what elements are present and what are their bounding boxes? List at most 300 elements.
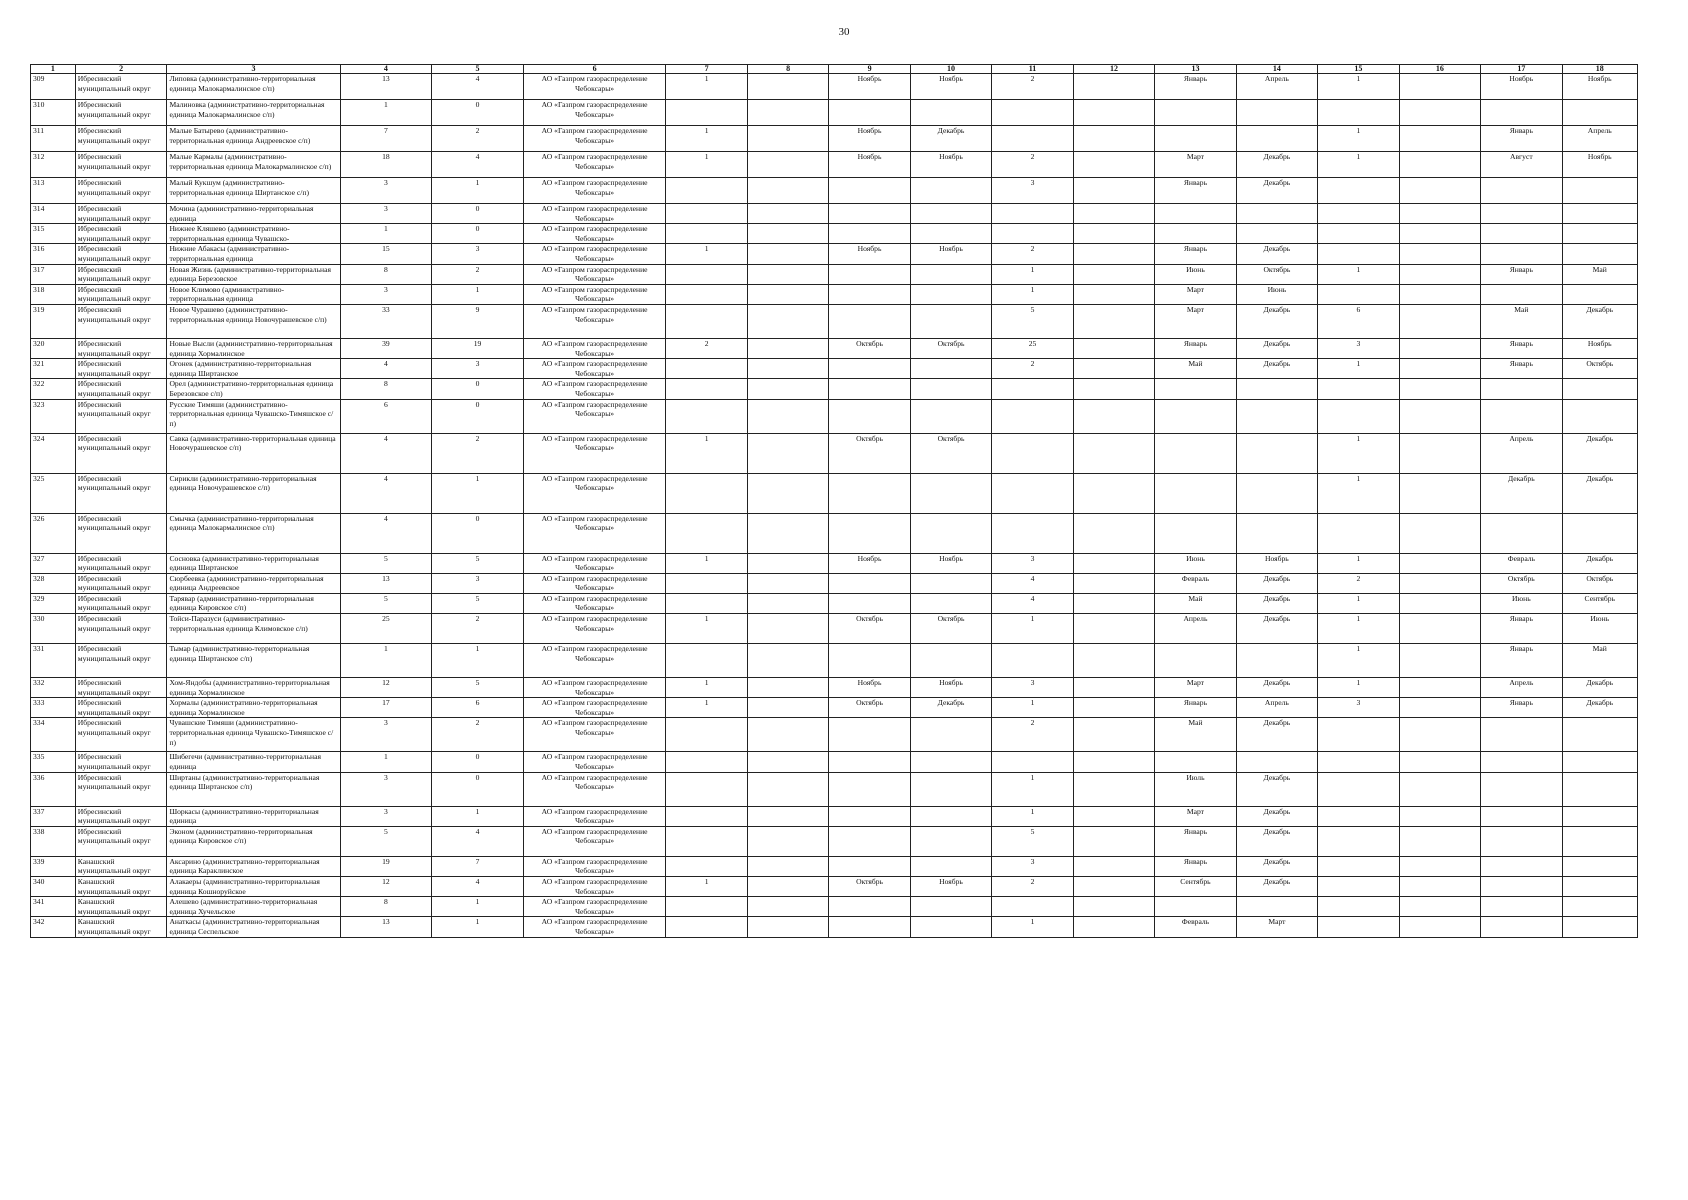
month-cell: Январь (1155, 698, 1236, 718)
value-cell (1318, 284, 1399, 304)
locality-cell: Шибегечи (административно-территориальная единица (167, 752, 340, 772)
value-cell (1073, 204, 1154, 224)
table-row (31, 593, 1638, 613)
value-cell (1073, 826, 1154, 856)
month-cell (829, 856, 910, 876)
month-cell (910, 856, 991, 876)
organization-cell: АО «Газпром газораспределение Чебоксары» (523, 772, 666, 806)
month-cell: Март (1155, 284, 1236, 304)
organization-cell: АО «Газпром газораспределение Чебоксары» (523, 644, 666, 678)
district-cell: Ибресинский муниципальный округ (75, 338, 167, 358)
month-cell (829, 264, 910, 284)
count-cell: 18 (340, 152, 432, 178)
month-cell (1155, 513, 1236, 553)
district-cell: Ибресинский муниципальный округ (75, 178, 167, 204)
month-cell: Декабрь (1236, 877, 1317, 897)
value-cell (1073, 284, 1154, 304)
value-cell (666, 917, 747, 937)
count-cell: 4 (340, 513, 432, 553)
value-cell (992, 644, 1073, 678)
month-cell (1562, 826, 1637, 856)
value-cell (747, 718, 828, 752)
district-cell: Ибресинский муниципальный округ (75, 399, 167, 433)
month-cell: Апрель (1481, 433, 1562, 473)
value-cell: 1 (1318, 74, 1399, 100)
month-cell (829, 772, 910, 806)
value-cell (1073, 698, 1154, 718)
value-cell (747, 877, 828, 897)
value-cell: 1 (992, 284, 1073, 304)
value-cell (1399, 678, 1480, 698)
count-cell: 0 (432, 772, 524, 806)
month-cell (1155, 224, 1236, 244)
district-cell: Ибресинский муниципальный округ (75, 806, 167, 826)
value-cell (747, 359, 828, 379)
table-row (31, 359, 1638, 379)
month-cell (1155, 204, 1236, 224)
month-cell: Январь (1155, 338, 1236, 358)
value-cell: 1 (666, 74, 747, 100)
month-cell (910, 204, 991, 224)
month-cell: Декабрь (1236, 856, 1317, 876)
organization-cell: АО «Газпром газораспределение Чебоксары» (523, 678, 666, 698)
value-cell (1399, 718, 1480, 752)
month-cell (910, 473, 991, 513)
month-cell (829, 359, 910, 379)
value-cell: 1 (992, 614, 1073, 644)
value-cell (1073, 752, 1154, 772)
value-cell (747, 897, 828, 917)
value-cell: 2 (1318, 573, 1399, 593)
value-cell (747, 678, 828, 698)
value-cell (1399, 826, 1480, 856)
month-cell: Май (1562, 264, 1637, 284)
count-cell: 1 (340, 644, 432, 678)
value-cell (666, 204, 747, 224)
row-number: 322 (31, 379, 76, 399)
month-cell (1481, 806, 1562, 826)
locality-cell: Савка (административно-территориальная единица Новочурашевское с/п) (167, 433, 340, 473)
month-cell (910, 644, 991, 678)
month-cell: Декабрь (1236, 152, 1317, 178)
month-cell: Июнь (1155, 264, 1236, 284)
month-cell (829, 644, 910, 678)
month-cell (829, 399, 910, 433)
column-header: 12 (1073, 65, 1154, 74)
count-cell: 8 (340, 379, 432, 399)
month-cell: Сентябрь (1562, 593, 1637, 613)
value-cell (1073, 244, 1154, 264)
month-cell (1481, 718, 1562, 752)
value-cell (747, 856, 828, 876)
month-cell: Март (1155, 152, 1236, 178)
count-cell: 1 (340, 224, 432, 244)
count-cell: 5 (432, 678, 524, 698)
month-cell: Декабрь (1236, 678, 1317, 698)
count-cell: 3 (340, 204, 432, 224)
month-cell (1236, 644, 1317, 678)
locality-cell: Новые Высли (административно-территориальная единица Хормалинское (167, 338, 340, 358)
month-cell (1481, 897, 1562, 917)
month-cell: Ноябрь (910, 244, 991, 264)
row-number: 337 (31, 806, 76, 826)
count-cell: 2 (432, 264, 524, 284)
value-cell (1399, 897, 1480, 917)
column-header: 16 (1399, 65, 1480, 74)
month-cell (829, 718, 910, 752)
month-cell (1562, 224, 1637, 244)
value-cell (1073, 178, 1154, 204)
value-cell (747, 593, 828, 613)
value-cell: 1 (666, 553, 747, 573)
month-cell: Декабрь (1236, 718, 1317, 752)
count-cell: 3 (432, 244, 524, 264)
count-cell: 7 (432, 856, 524, 876)
value-cell (747, 126, 828, 152)
month-cell: Декабрь (1236, 573, 1317, 593)
count-cell: 5 (340, 553, 432, 573)
value-cell (1399, 399, 1480, 433)
value-cell (992, 513, 1073, 553)
month-cell: Январь (1481, 126, 1562, 152)
value-cell (1318, 826, 1399, 856)
table-row (31, 856, 1638, 876)
month-cell (1481, 856, 1562, 876)
value-cell (666, 644, 747, 678)
month-cell (1236, 513, 1317, 553)
month-cell: Ноябрь (1562, 152, 1637, 178)
month-cell: Январь (1481, 338, 1562, 358)
value-cell (1318, 752, 1399, 772)
row-number: 310 (31, 100, 76, 126)
value-cell (1399, 917, 1480, 937)
row-number: 319 (31, 304, 76, 338)
locality-cell: Малиновка (административно-территориальная единица Малокармалинское с/п) (167, 100, 340, 126)
month-cell: Апрель (1236, 74, 1317, 100)
value-cell: 25 (992, 338, 1073, 358)
month-cell: Ноябрь (1481, 74, 1562, 100)
month-cell: Январь (1481, 698, 1562, 718)
month-cell (910, 917, 991, 937)
table-row (31, 264, 1638, 284)
column-header: 11 (992, 65, 1073, 74)
value-cell (1399, 553, 1480, 573)
locality-cell: Нижние Абакасы (административно-территориальная единица (167, 244, 340, 264)
organization-cell: АО «Газпром газораспределение Чебоксары» (523, 264, 666, 284)
column-header: 6 (523, 65, 666, 74)
district-cell: Ибресинский муниципальный округ (75, 244, 167, 264)
locality-cell: Новое Чурашево (административно-территориальная единица Новочурашевское с/п) (167, 304, 340, 338)
district-cell: Канашский муниципальный округ (75, 897, 167, 917)
value-cell (747, 399, 828, 433)
count-cell: 0 (432, 379, 524, 399)
count-cell: 1 (340, 752, 432, 772)
month-cell (910, 513, 991, 553)
value-cell (666, 473, 747, 513)
value-cell (1073, 264, 1154, 284)
value-cell: 3 (992, 178, 1073, 204)
column-header: 10 (910, 65, 991, 74)
district-cell: Ибресинский муниципальный округ (75, 593, 167, 613)
table-row (31, 698, 1638, 718)
locality-cell: Эконом (административно-территориальная единица Кировское с/п) (167, 826, 340, 856)
district-cell: Ибресинский муниципальный округ (75, 224, 167, 244)
count-cell: 0 (432, 399, 524, 433)
value-cell (666, 752, 747, 772)
value-cell (1073, 100, 1154, 126)
value-cell (992, 473, 1073, 513)
locality-cell: Аксарино (административно-территориальная единица Караклинское (167, 856, 340, 876)
count-cell: 17 (340, 698, 432, 718)
district-cell: Ибресинский муниципальный округ (75, 553, 167, 573)
organization-cell: АО «Газпром газораспределение Чебоксары» (523, 698, 666, 718)
month-cell (910, 178, 991, 204)
month-cell (910, 897, 991, 917)
row-number: 313 (31, 178, 76, 204)
month-cell: Ноябрь (910, 877, 991, 897)
value-cell (992, 126, 1073, 152)
value-cell (747, 614, 828, 644)
row-number: 335 (31, 752, 76, 772)
month-cell (910, 752, 991, 772)
organization-cell: АО «Газпром газораспределение Чебоксары» (523, 593, 666, 613)
value-cell (747, 178, 828, 204)
count-cell: 0 (432, 513, 524, 553)
district-cell: Ибресинский муниципальный округ (75, 678, 167, 698)
locality-cell: Ширтаны (административно-территориальная единица Ширтанское с/п) (167, 772, 340, 806)
column-header: 14 (1236, 65, 1317, 74)
month-cell: Ноябрь (1562, 74, 1637, 100)
month-cell: Декабрь (1481, 473, 1562, 513)
value-cell (1073, 513, 1154, 553)
month-cell: Декабрь (910, 126, 991, 152)
organization-cell: АО «Газпром газораспределение Чебоксары» (523, 178, 666, 204)
value-cell (666, 399, 747, 433)
month-cell (910, 304, 991, 338)
locality-cell: Нижнее Кляшево (административно-территориальная единица Чувашско- (167, 224, 340, 244)
value-cell (1318, 204, 1399, 224)
organization-cell: АО «Газпром газораспределение Чебоксары» (523, 399, 666, 433)
month-cell (1562, 178, 1637, 204)
count-cell: 6 (432, 698, 524, 718)
month-cell: Июль (1155, 772, 1236, 806)
value-cell (1399, 178, 1480, 204)
value-cell (1399, 204, 1480, 224)
month-cell (1481, 100, 1562, 126)
row-number: 331 (31, 644, 76, 678)
table-row (31, 399, 1638, 433)
district-cell: Ибресинский муниципальный округ (75, 126, 167, 152)
district-cell: Ибресинский муниципальный округ (75, 379, 167, 399)
month-cell (829, 897, 910, 917)
month-cell: Март (1155, 806, 1236, 826)
value-cell: 1 (992, 806, 1073, 826)
table-row (31, 806, 1638, 826)
value-cell: 2 (992, 152, 1073, 178)
value-cell (1073, 74, 1154, 100)
organization-cell: АО «Газпром газораспределение Чебоксары» (523, 917, 666, 937)
locality-cell: Новое Климово (административно-территориальная единица (167, 284, 340, 304)
value-cell (747, 204, 828, 224)
month-cell (1481, 284, 1562, 304)
month-cell: Октябрь (910, 338, 991, 358)
month-cell (910, 772, 991, 806)
month-cell (910, 379, 991, 399)
organization-cell: АО «Газпром газораспределение Чебоксары» (523, 204, 666, 224)
count-cell: 1 (432, 917, 524, 937)
row-number: 318 (31, 284, 76, 304)
locality-cell: Огонек (административно-территориальная единица Ширтанское (167, 359, 340, 379)
count-cell: 3 (340, 284, 432, 304)
organization-cell: АО «Газпром газораспределение Чебоксары» (523, 856, 666, 876)
month-cell (1562, 772, 1637, 806)
value-cell (1399, 304, 1480, 338)
month-cell (829, 513, 910, 553)
table-row (31, 718, 1638, 752)
month-cell: Июнь (1562, 614, 1637, 644)
table-row (31, 433, 1638, 473)
organization-cell: АО «Газпром газораспределение Чебоксары» (523, 877, 666, 897)
month-cell (910, 399, 991, 433)
count-cell: 4 (432, 152, 524, 178)
value-cell (1073, 614, 1154, 644)
row-number: 339 (31, 856, 76, 876)
month-cell: Ноябрь (910, 553, 991, 573)
organization-cell: АО «Газпром газораспределение Чебоксары» (523, 718, 666, 752)
value-cell (1399, 359, 1480, 379)
value-cell (747, 433, 828, 473)
value-cell (666, 513, 747, 553)
value-cell (666, 897, 747, 917)
month-cell: Декабрь (1236, 806, 1317, 826)
month-cell: Май (1562, 644, 1637, 678)
month-cell: Май (1481, 304, 1562, 338)
table-row (31, 614, 1638, 644)
month-cell (1562, 379, 1637, 399)
month-cell (1481, 399, 1562, 433)
locality-cell: Тойси-Паразуси (административно-территориальная единица Климовское с/п) (167, 614, 340, 644)
count-cell: 1 (432, 284, 524, 304)
value-cell (1318, 399, 1399, 433)
month-cell: Апрель (1155, 614, 1236, 644)
table-header (31, 65, 1638, 74)
table-row (31, 917, 1638, 937)
month-cell (1155, 399, 1236, 433)
district-cell: Ибресинский муниципальный округ (75, 473, 167, 513)
value-cell (1073, 644, 1154, 678)
locality-cell: Чувашские Тимяши (административно-территориальная единица Чувашско-Тимяшское с/п) (167, 718, 340, 752)
value-cell: 1 (666, 678, 747, 698)
month-cell (1155, 433, 1236, 473)
district-cell: Ибресинский муниципальный округ (75, 204, 167, 224)
month-cell (1236, 897, 1317, 917)
value-cell: 4 (992, 593, 1073, 613)
value-cell: 5 (992, 304, 1073, 338)
organization-cell: АО «Газпром газораспределение Чебоксары» (523, 359, 666, 379)
value-cell (1399, 473, 1480, 513)
district-cell: Ибресинский муниципальный округ (75, 264, 167, 284)
month-cell: Январь (1155, 826, 1236, 856)
count-cell: 3 (432, 573, 524, 593)
month-cell (1481, 379, 1562, 399)
table-row (31, 152, 1638, 178)
month-cell (829, 573, 910, 593)
count-cell: 1 (432, 644, 524, 678)
row-number: 340 (31, 877, 76, 897)
count-cell: 19 (340, 856, 432, 876)
value-cell (666, 178, 747, 204)
month-cell (1562, 399, 1637, 433)
month-cell: Январь (1481, 644, 1562, 678)
month-cell (910, 806, 991, 826)
month-cell (829, 178, 910, 204)
month-cell (1562, 718, 1637, 752)
table-row (31, 678, 1638, 698)
count-cell: 1 (432, 473, 524, 513)
district-cell: Канашский муниципальный округ (75, 917, 167, 937)
value-cell (747, 917, 828, 937)
table-row (31, 826, 1638, 856)
month-cell: Ноябрь (829, 244, 910, 264)
count-cell: 39 (340, 338, 432, 358)
district-cell: Канашский муниципальный округ (75, 856, 167, 876)
month-cell (1236, 224, 1317, 244)
organization-cell: АО «Газпром газораспределение Чебоксары» (523, 284, 666, 304)
locality-cell: Русские Тимяши (административно-территориальная единица Чувашско-Тимяшское с/п) (167, 399, 340, 433)
value-cell: 2 (992, 244, 1073, 264)
month-cell: Октябрь (829, 433, 910, 473)
value-cell (666, 826, 747, 856)
value-cell (992, 433, 1073, 473)
value-cell (1318, 379, 1399, 399)
month-cell (910, 359, 991, 379)
value-cell (1399, 100, 1480, 126)
month-cell (1481, 178, 1562, 204)
count-cell: 0 (432, 752, 524, 772)
count-cell: 4 (340, 473, 432, 513)
month-cell (1562, 897, 1637, 917)
value-cell (1399, 126, 1480, 152)
value-cell: 1 (1318, 614, 1399, 644)
value-cell (747, 100, 828, 126)
table-row (31, 244, 1638, 264)
value-cell (747, 152, 828, 178)
month-cell (1481, 877, 1562, 897)
locality-cell: Малый Кукшум (административно-территориальная единица Ширтанское с/п) (167, 178, 340, 204)
month-cell (1155, 379, 1236, 399)
value-cell: 2 (666, 338, 747, 358)
month-cell (1562, 204, 1637, 224)
district-cell: Ибресинский муниципальный округ (75, 644, 167, 678)
month-cell: Июнь (1481, 593, 1562, 613)
value-cell: 1 (666, 244, 747, 264)
locality-cell: Орел (административно-территориальная единица Березовское с/п) (167, 379, 340, 399)
value-cell: 1 (992, 917, 1073, 937)
count-cell: 3 (432, 359, 524, 379)
count-cell: 5 (340, 826, 432, 856)
month-cell (1236, 752, 1317, 772)
month-cell (1562, 752, 1637, 772)
value-cell (992, 752, 1073, 772)
count-cell: 4 (432, 877, 524, 897)
month-cell (1562, 244, 1637, 264)
count-cell: 33 (340, 304, 432, 338)
value-cell: 1 (1318, 433, 1399, 473)
month-cell: Октябрь (1481, 573, 1562, 593)
row-number: 317 (31, 264, 76, 284)
value-cell (666, 379, 747, 399)
month-cell: Ноябрь (910, 678, 991, 698)
